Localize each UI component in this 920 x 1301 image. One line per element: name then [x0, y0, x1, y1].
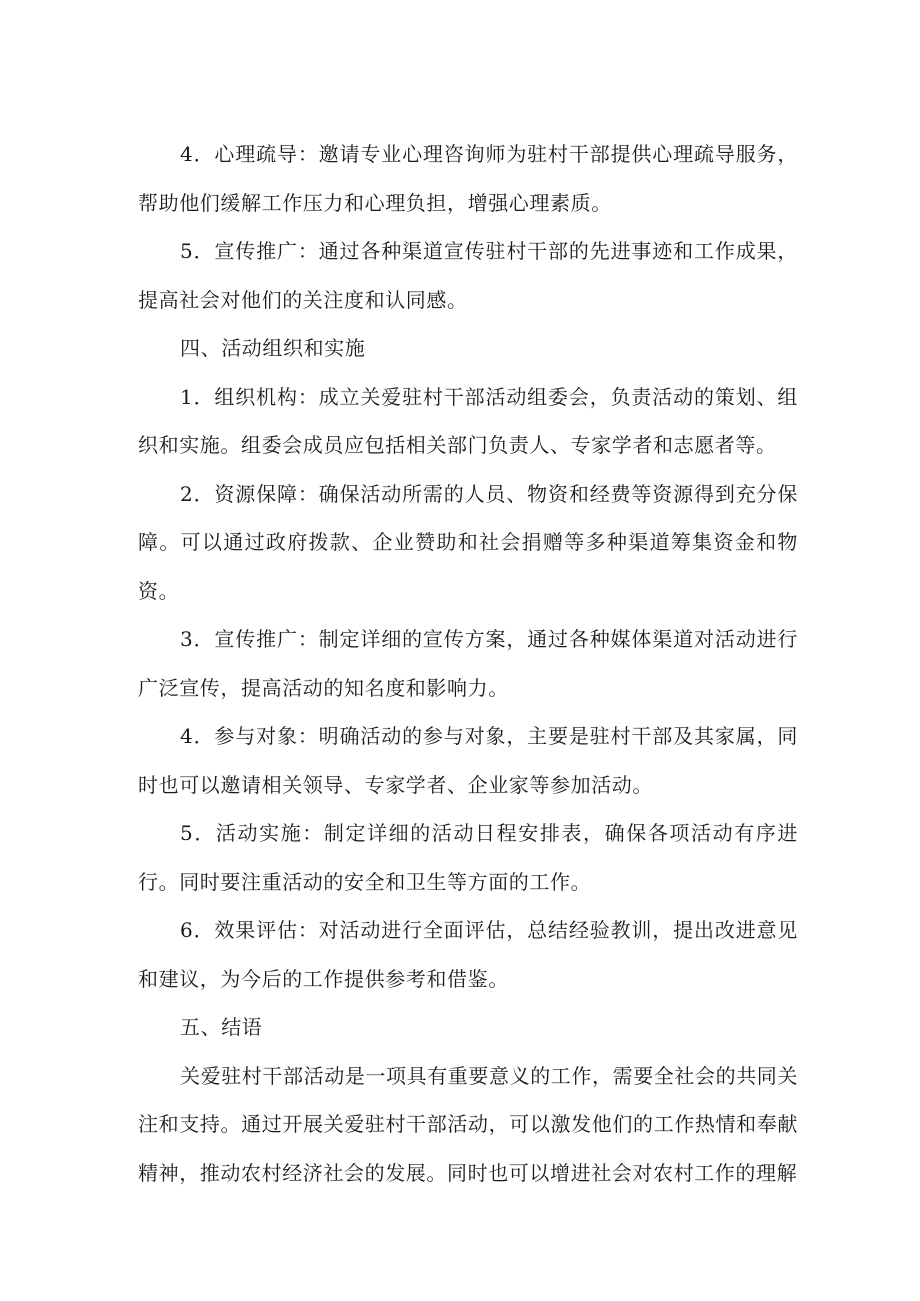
paragraph-publicity-promotion: 5．宣传推广：通过各种渠道宣传驻村干部的先进事迹和工作成果，提高社会对他们的关注度和认同感。	[138, 239, 798, 312]
paragraph-psychological-counseling: 4．心理疏导：邀请专业心理咨询师为驻村干部提供心理疏导服务，帮助他们缓解工作压力和心理负担，增强心理素质。	[138, 142, 798, 215]
document-body	[138, 130, 798, 1197]
paragraph-implementation: 5．活动实施：制定详细的活动日程安排表，确保各项活动有序进行。同时要注重活动的安全和卫生等方面的工作。	[138, 821, 798, 894]
section-heading-organization: 四、活动组织和实施	[180, 336, 366, 360]
paragraph-organization: 1．组织机构：成立关爱驻村干部活动组委会，负责活动的策划、组织和实施。组委会成员应包括相关部门负责人、专家学者和志愿者等。	[138, 384, 798, 457]
paragraph-participants: 4．参与对象：明确活动的参与对象，主要是驻村干部及其家属，同时也可以邀请相关领导、专家学者、企业家等参加活动。	[138, 724, 798, 797]
paragraph-publicity: 3．宣传推广：制定详细的宣传方案，通过各种媒体渠道对活动进行广泛宣传，提高活动的知名度和影响力。	[138, 627, 798, 700]
paragraph-conclusion: 关爱驻村干部活动是一项具有重要意义的工作，需要全社会的共同关注和支持。通过开展关爱驻村干部活动，可以激发他们的工作热情和奉献精神，推动农村经济社会的发展。同时也可以增进社会对农村工作的理解	[138, 1063, 798, 1185]
paragraph-evaluation: 6．效果评估：对活动进行全面评估，总结经验教训，提出改进意见和建议，为今后的工作提供参考和借鉴。	[138, 918, 798, 991]
section-heading-conclusion: 五、结语	[180, 1015, 263, 1039]
paragraph-resource-guarantee: 2．资源保障：确保活动所需的人员、物资和经费等资源得到充分保障。可以通过政府拨款、企业赞助和社会捐赠等多种渠道筹集资金和物资。	[138, 481, 798, 603]
